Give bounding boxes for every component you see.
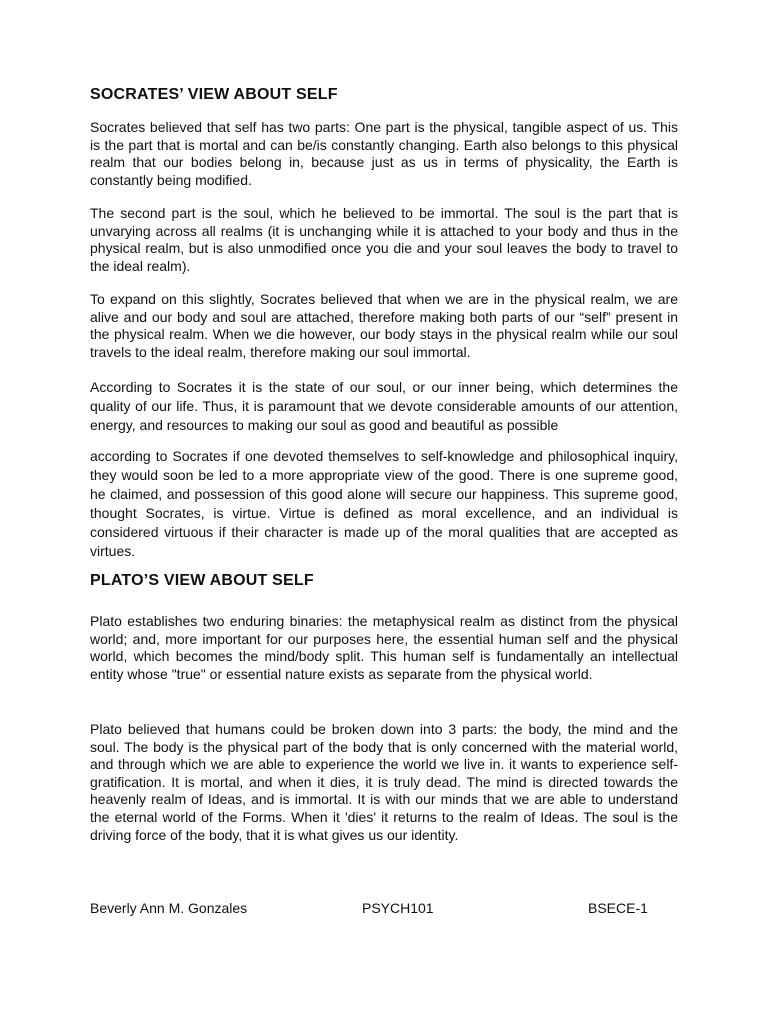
section-heading-socrates: SOCRATES’ VIEW ABOUT SELF [90,86,338,103]
paragraph-plato-1: Plato establishes two enduring binaries: the metaphysical realm as distinct from the physical world; and, more important for our purposes here, the essential human self and the physical world, which becomes the mind/body split. This human self is fundamentally an intellectual entity whose "true" or essential nature exists as separate from the physical world. [90,613,678,682]
footer-author: Beverly Ann M. Gonzales [90,900,248,916]
paragraph-socrates-1: Socrates believed that self has two parts: One part is the physical, tangible aspect of us. This is the part that is mortal and can be/is constantly changing. Earth also belongs to this physical realm that our bodies belong in, because just as us in terms of physicality, the Earth is constantly being modified. [90,119,678,188]
paragraph-socrates-3: To expand on this slightly, Socrates believed that when we are in the physical realm, we are alive and our body and soul are attached, therefore making both parts of our “self” present in the physical realm. When we die however, our body stays in the physical realm while our soul travels to the ideal realm, therefore making our soul immortal. [90,291,678,360]
footer-course: PSYCH101 [362,900,434,916]
page-footer [0,900,768,920]
paragraph-socrates-2: The second part is the soul, which he believed to be immortal. The soul is the part that is unvarying across all realms (it is unchanging while it is attached to your body and thus in the physical realm, but is also unmodified once you die and your soul leaves the body to travel to the ideal realm). [90,205,678,274]
paragraph-socrates-4: According to Socrates it is the state of our soul, or our inner being, which determines the quality of our life. Thus, it is paramount that we devote considerable amounts of our attention, energy, and resources to making our soul as good and beautiful as possible [90,379,678,433]
section-heading-plato: PLATO’S VIEW ABOUT SELF [90,572,314,589]
paragraph-socrates-5: according to Socrates if one devoted themselves to self-knowledge and philosophical inquiry, they would soon be led to a more appropriate view of the good. There is one supreme good, he claimed, and possession of this good alone will secure our happiness. This supreme good, thought Socrates, is virtue. Virtue is defined as moral excellence, and an individual is considered virtuous if their character is made up of the moral qualities that are accepted as virtues. [90,448,678,559]
footer-section: BSECE-1 [588,900,648,916]
paragraph-plato-2: Plato believed that humans could be broken down into 3 parts: the body, the mind and the soul. The body is the physical part of the body that is only concerned with the material world, and through which we are able to experience the world we live in. it wants to experience self-gratification. It is mortal, and when it dies, it is truly dead. The mind is directed towards the heavenly realm of Ideas, and is immortal. It is with our minds that we are able to understand the eternal world of the Forms. When it 'dies' it returns to the realm of Ideas. The soul is the driving force of the body, that it is what gives us our identity. [90,721,678,843]
